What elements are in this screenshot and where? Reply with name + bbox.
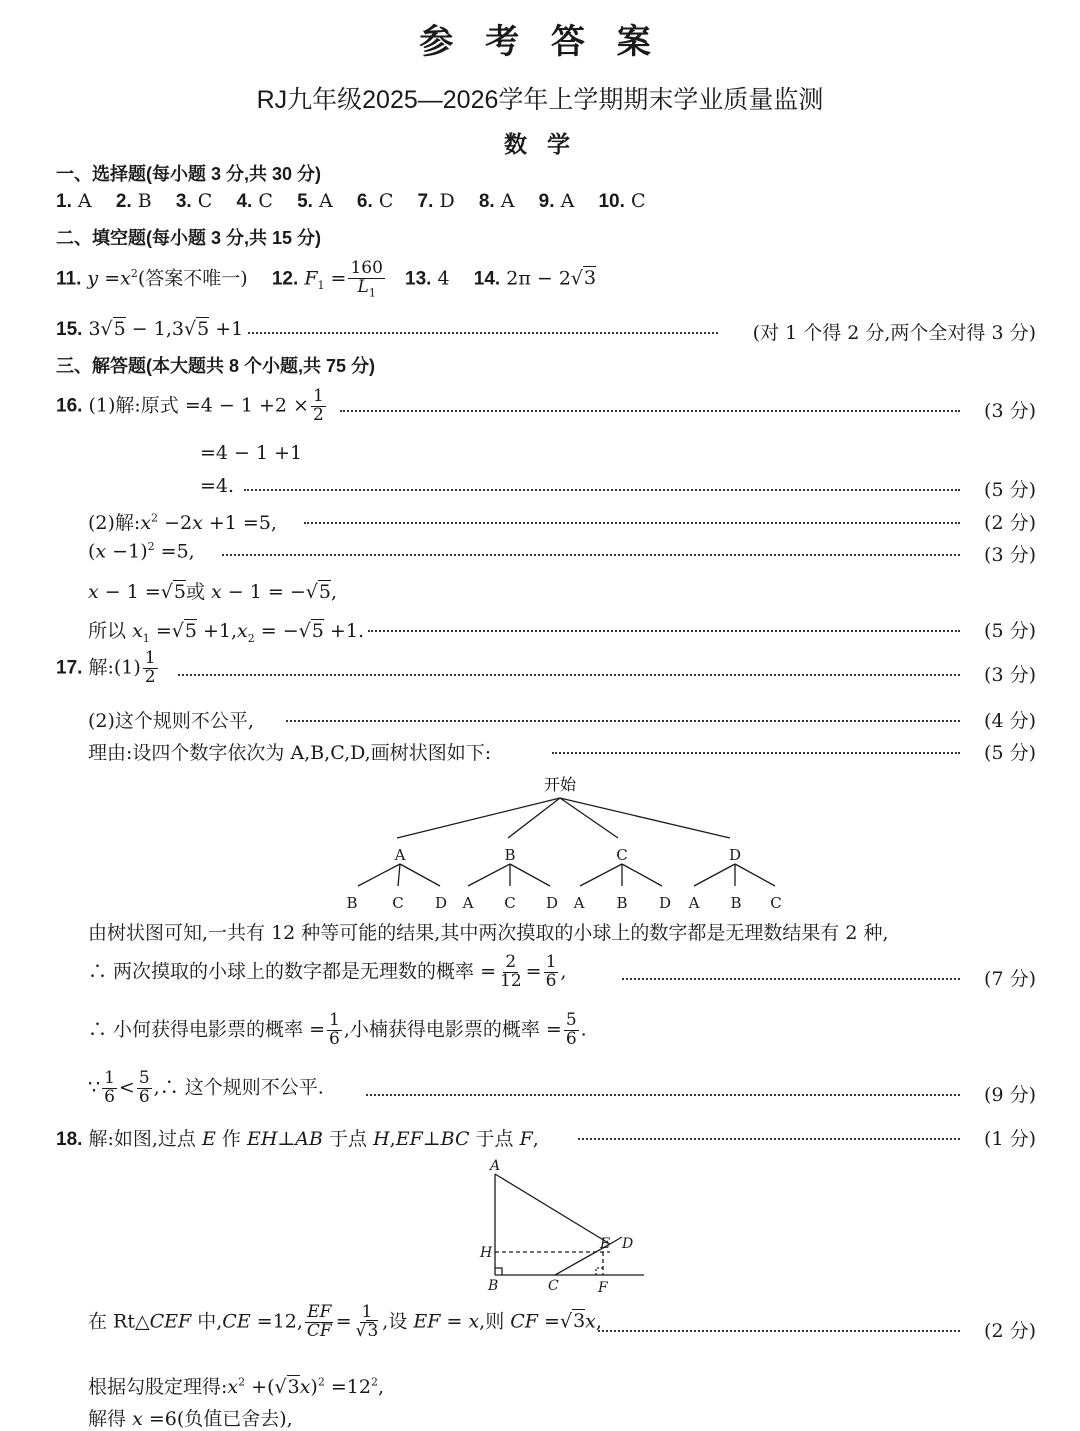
tree-leaf: A <box>462 894 474 912</box>
section-2-heading: 二、填空题(每小题 3 分,共 15 分) <box>56 228 322 248</box>
tree-leaf: D <box>434 894 448 912</box>
q12-number: 12. <box>271 268 299 290</box>
dotted-leader <box>244 489 960 491</box>
tree-node-l1: D <box>728 846 742 864</box>
tree-leaf: A <box>573 894 585 912</box>
geometry-figure <box>470 1156 670 1296</box>
q17-probability-line-3: ∵ $\frac{1}{6}$ < $\frac{5}{6}$ ,∴ 这个规则不公平. <box>88 1068 324 1107</box>
q17-part1: 17. 解:(1) $\frac{1}{2}$ <box>56 648 156 687</box>
point-label-f: F <box>598 1280 608 1296</box>
q14-number: 14. <box>473 268 501 290</box>
q16-score-3: (2 分) <box>984 512 1036 534</box>
section-3-heading: 三、解答题(本大题共 8 个小题,共 75 分) <box>56 356 376 376</box>
mc-item: 1. A <box>56 190 92 212</box>
q11-number: 11. <box>56 268 82 290</box>
dotted-leader <box>552 752 960 754</box>
tree-node-l1: A <box>394 846 406 864</box>
q18-line-4: 解得 x =6(负值已舍去), <box>88 1408 293 1430</box>
q18-score-2: (2 分) <box>984 1320 1036 1342</box>
multiple-choice-answers <box>56 190 646 213</box>
q16-part2-line3: x − 1 =√5或 x − 1 = −√5, <box>88 581 338 603</box>
q16-score-1: (3 分) <box>984 400 1036 422</box>
q17-score-2: (4 分) <box>984 710 1036 732</box>
dotted-leader <box>340 410 960 412</box>
dotted-leader <box>578 1138 960 1140</box>
q13-answer: 4 <box>437 267 450 290</box>
dotted-leader <box>368 630 960 632</box>
tree-leaf: D <box>658 894 672 912</box>
q16-score-4: (3 分) <box>984 544 1036 566</box>
q17-answer-fraction: $\frac{1}{2}$ <box>144 648 156 687</box>
q16-part2-line4: 所以 $x_1 =√5 +1,x_2 = -√5 +1$. <box>88 620 364 645</box>
mc-item: 5. A <box>297 190 333 212</box>
q17-reason: 理由:设四个数字依次为 A,B,C,D,画树状图如下: <box>88 742 492 764</box>
q18-score-1: (1 分) <box>984 1128 1036 1150</box>
tree-leaf: D <box>545 894 559 912</box>
q12-fraction: $\frac{160}{L_1}$ <box>350 258 383 300</box>
dotted-leader <box>222 554 960 556</box>
dotted-leader <box>622 978 960 980</box>
tree-leaf: B <box>346 894 358 912</box>
q17-score-3: (5 分) <box>984 742 1036 764</box>
q16-score-2: (5 分) <box>984 479 1036 501</box>
mc-item: 4. C <box>236 190 273 212</box>
point-label-a: A <box>490 1158 501 1174</box>
q17-score-5: (9 分) <box>984 1084 1036 1106</box>
q17-probability-line-1: ∴ 两次摸取的小球上的数字都是无理数的概率 = $\frac{2}{12}$ = $\frac{1}{6}$ , <box>88 952 567 991</box>
dotted-leader <box>286 720 960 722</box>
tree-leaf: B <box>730 894 742 912</box>
mc-item: 6. C <box>356 190 394 212</box>
q16-part1-line1: 16. (1)解:原式 =4 − 1 +2 × $\frac{1}{2}$ <box>56 386 324 425</box>
point-label-c: C <box>548 1278 559 1294</box>
fill-in-answers-row: 11. $y =x^2$(答案不唯一) 12. $F_1$ = $\frac{160}{L_1}$ 13. 4 14. 2π − 2√3 <box>56 258 597 300</box>
q16-part2-line1: (2)解$:x^2 -2x +1 =5$, <box>88 511 277 534</box>
tree-leaf: A <box>688 894 700 912</box>
point-label-b: B <box>488 1278 499 1294</box>
q18-line-2: 在 Rt△CEF 中,CE =12, $\frac{EF}{CF}$ = $\frac{1}{√3}$ ,设 EF = x,则 CF =√3x, <box>88 1302 602 1341</box>
q15-score: (对 1 个得 2 分,两个全对得 3 分) <box>752 322 1036 344</box>
tree-leaf: C <box>504 894 516 912</box>
q16-score-5: (5 分) <box>984 620 1036 642</box>
q16-part2-line2: $(x -1)^2 =5$, <box>88 540 195 563</box>
tree-node-l1: C <box>616 846 628 864</box>
q17-score-1: (3 分) <box>984 664 1036 686</box>
half-fraction: $\frac{1}{2}$ <box>312 386 324 425</box>
dotted-leader <box>366 1094 960 1096</box>
q15-answer: 15. 3√5 − 1,3√5 +1 <box>56 318 244 340</box>
probability-tree-diagram <box>0 766 1080 916</box>
q14-answer: 2π − 2√3 <box>506 267 597 290</box>
dotted-leader <box>304 522 960 524</box>
q16-part1-line2: =4 − 1 +1 <box>200 442 303 464</box>
q17-part2: (2)这个规则不公平, <box>88 710 254 732</box>
point-label-d: D <box>622 1236 634 1252</box>
mc-item: 2. B <box>115 190 152 212</box>
page-title: 参 考 答 案 <box>419 22 661 62</box>
q18-line-3: 根据勾股定理得$:x^2 +(√3x)^2 =12^2$, <box>88 1375 385 1398</box>
dotted-leader <box>178 674 960 676</box>
mc-item: 7. D <box>417 190 455 212</box>
dotted-leader <box>598 1330 960 1332</box>
section-1-heading: 一、选择题(每小题 3 分,共 30 分) <box>56 164 322 184</box>
mc-item: 10. C <box>598 190 646 212</box>
tree-node-l1: B <box>504 846 516 864</box>
q17-probability-line-2: ∴ 小何获得电影票的概率 = $\frac{1}{6}$ ,小楠获得电影票的概率 = $\frac{5}{6}$ . <box>88 1010 587 1049</box>
tree-root: 开始 <box>543 775 577 794</box>
tree-leaf: C <box>770 894 782 912</box>
dotted-leader <box>248 332 718 334</box>
mc-item: 3. C <box>175 190 213 212</box>
point-label-h: H <box>480 1245 493 1261</box>
tree-leaf: C <box>392 894 404 912</box>
q17-conclusion: 由树状图可知,一共有 12 种等可能的结果,其中两次摸取的小球上的数字都是无理数结果有 2 种, <box>88 922 889 944</box>
q13-number: 13. <box>405 268 432 290</box>
tree-leaf: B <box>616 894 628 912</box>
subject-heading: 数 学 <box>503 131 576 158</box>
q16-part1-line3: =4. <box>200 475 235 497</box>
mc-item: 8. A <box>478 190 515 212</box>
q11-note: (答案不唯一) <box>137 267 248 290</box>
point-label-e: E <box>600 1236 611 1252</box>
mc-item: 9. A <box>538 190 575 212</box>
q17-score-4: (7 分) <box>984 968 1036 990</box>
exam-subtitle: RJ九年级2025—2026学年上学期期末学业质量监测 <box>256 86 824 114</box>
q18-intro: 18. 解:如图,过点 E 作 EH⊥AB 于点 H,EF⊥BC 于点 F, <box>56 1128 539 1150</box>
